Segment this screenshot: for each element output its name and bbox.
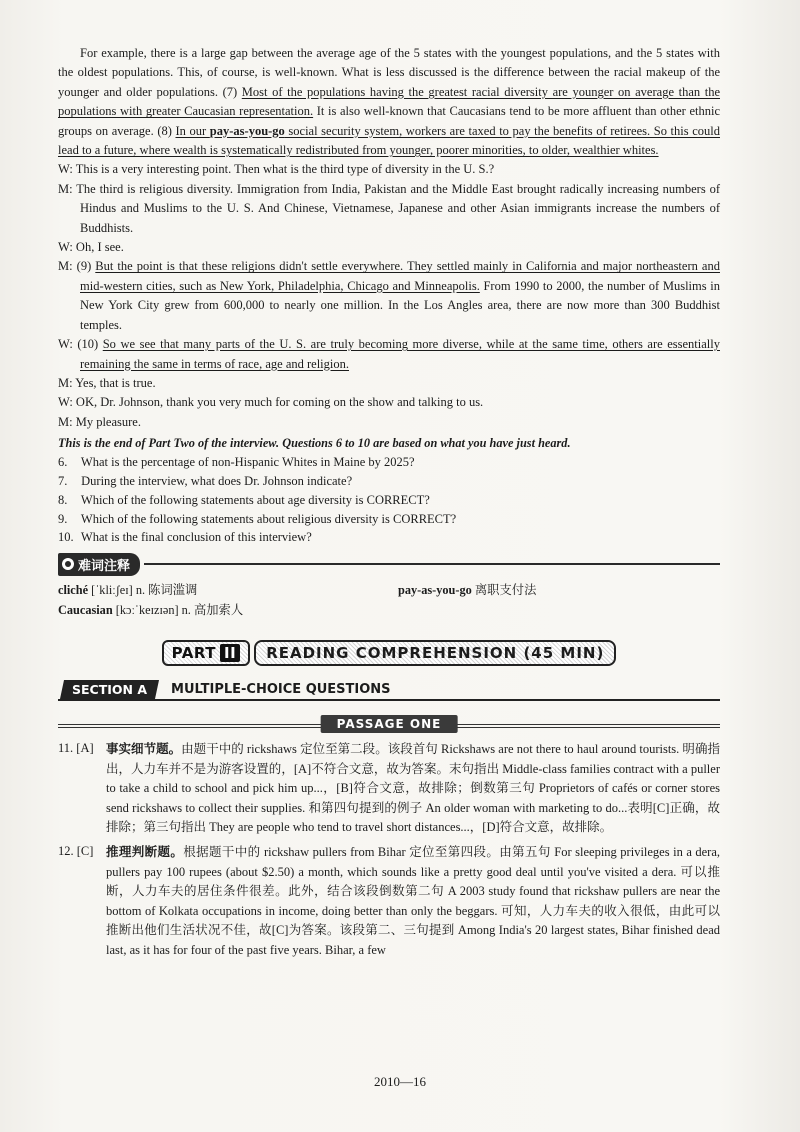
answer-item bbox=[58, 842, 720, 961]
underlined-answer-10: So we see that many parts of the U. S. are truly becoming more diverse, while at the same time, others are essentially remaining the same in terms of race, age and religion. bbox=[80, 337, 720, 371]
question-number: 10. bbox=[58, 530, 74, 545]
glossary-phonetic: [kɔːˈkeɪzɪən] n. bbox=[112, 603, 194, 618]
text-span: W: (10) bbox=[58, 337, 103, 352]
question-text: Which of the following statements about age diversity is CORRECT? bbox=[80, 492, 430, 507]
text-span: In our bbox=[175, 123, 210, 138]
part-number: II bbox=[220, 644, 240, 662]
glossary-term: cliché bbox=[58, 583, 89, 598]
glossary-entry bbox=[58, 581, 398, 599]
question-text: During the interview, what does Dr. Johnson indicate? bbox=[81, 473, 353, 488]
passage-header bbox=[58, 715, 720, 735]
question-list bbox=[58, 453, 720, 547]
question-type: 事实细节题。 bbox=[106, 741, 182, 757]
question-item bbox=[58, 510, 720, 529]
glossary-gloss: 高加索人 bbox=[193, 603, 244, 618]
question-item bbox=[58, 491, 720, 510]
question-text: What is the final conclusion of this interview? bbox=[80, 530, 312, 545]
question-text: Which of the following statements about religious diversity is CORRECT? bbox=[80, 511, 457, 526]
text-span: social security system, workers are taxed to pay the benefits of retirees. So this could lead to a future, where wealth is systematically redistributed from younger, poorer minorities, to older, wealthier whites. bbox=[58, 123, 720, 158]
explanation-text: 根据题干中的 rickshaw pullers from Bihar 定位至第四段。由第五句 For sleeping privileges in a dera, pullers pay 100 rupees (about $2.50) a month, which sounds like a pretty good deal until you've visited a dera. 可以推断，人力车夫的居住条件很差。此外，结合该段倒数第二句 A 2003 study found that rickshaw pullers are near the bottom of Kolkata occupations in income, doing better than only the beggars. 可知，人力车夫的收入很低，由此可以推断出他们生活状况不佳，故[C]为答案。该段第二、三句提到 Among India's 20 largest states, Bihar finished dead last, as it has for four of the past five years. Bihar, a few bbox=[106, 845, 720, 958]
section-tag bbox=[60, 680, 159, 699]
section-title: MULTIPLE-CHOICE QUESTIONS bbox=[171, 682, 391, 698]
glossary-phonetic: [ˈkliːʃeɪ] n. bbox=[88, 583, 149, 598]
text-span: For example, there is a large gap between the average age of the 5 states with the youngest populations, and the 5 states with the oldest populations. This, of course, is well-known. What is less discussed is the difference between the racial makeup of the younger and older populations. (7) bbox=[58, 46, 720, 99]
dialogue-line-w2: W: Oh, I see. bbox=[58, 240, 124, 255]
question-item bbox=[58, 528, 720, 547]
part-title: READING COMPREHENSION (45 MIN) bbox=[254, 640, 616, 666]
dialogue-paragraph bbox=[58, 44, 720, 160]
answer-key: 12. [C] bbox=[58, 844, 94, 859]
question-number: 8. bbox=[58, 492, 68, 507]
glossary-term: Caucasian bbox=[58, 603, 113, 618]
glossary-gloss: 离职支付法 bbox=[474, 583, 537, 598]
question-item bbox=[58, 453, 720, 472]
dialogue-line-w4: W: OK, Dr. Johnson, thank you very much for coming on the show and talking to us. bbox=[58, 395, 484, 410]
answer-explanation bbox=[58, 739, 720, 838]
dialogue-line-w1: W: This is a very interesting point. Then what is the third type of diversity in the U. S.? bbox=[58, 162, 495, 177]
underlined-answer-9: But the point is that these religions didn't settle everywhere. They settled mainly in California and major northeastern and mid-western cities, such as New York, Philadelphia, Chicago and Minneapolis. bbox=[80, 259, 720, 293]
glossary-entry bbox=[58, 601, 398, 619]
question-number: 6. bbox=[58, 455, 68, 470]
divider bbox=[144, 563, 720, 565]
glossary bbox=[58, 581, 720, 619]
pin-icon bbox=[62, 558, 74, 570]
page-number: 2010—16 bbox=[374, 1074, 426, 1089]
glossary-entry bbox=[398, 581, 720, 599]
text-span: From 1990 to 2000, the number of Muslims in New York City grew from 600,000 to nearly one million. In the Los Angles area, there are now more than 300 Buddhist temples. bbox=[80, 278, 720, 332]
explanation-text: 由题干中的 rickshaws 定位至第二段。该段首句 Rickshaws are not there to haul around tourists. 明确指出，人力车并不是为游客设置的，[A]不符合文意，故为答案。末句指出 Middle-class families contract with a puller to take a child to school and pick him up...，[B]符合文意，故排除；倒数第三句 Proprietors of cafés or corner stores send rickshaws to collect their supplies. 和第四句提到的例子 An older woman with marketing to do...表明[C]正确，故排除；第三句指出 They are people who tend to travel short distances...，[D]符合文意，故排除。 bbox=[106, 742, 720, 835]
part-label: PART bbox=[171, 644, 217, 663]
question-number: 7. bbox=[58, 473, 68, 488]
text-span: M: (9) bbox=[58, 259, 96, 274]
question-text: What is the percentage of non-Hispanic Whites in Maine by 2025? bbox=[80, 455, 415, 470]
glossary-gloss: 陈词滥调 bbox=[148, 583, 198, 598]
part-tag bbox=[162, 640, 251, 666]
dialogue-line-m4: M: My pleasure. bbox=[58, 414, 141, 429]
dialogue-line-m3: M: Yes, that is true. bbox=[58, 375, 156, 390]
answer-item bbox=[58, 739, 720, 838]
answer-explanation bbox=[58, 842, 720, 961]
underlined-answer-7: Most of the populations having the greatest racial diversity are younger on average than the populations with greater Caucasian representation. bbox=[58, 84, 720, 119]
passage-label: PASSAGE ONE bbox=[321, 715, 458, 733]
page-content bbox=[58, 44, 720, 961]
question-number: 9. bbox=[58, 511, 68, 526]
notes-header bbox=[58, 553, 720, 575]
answer-key: 11. [A] bbox=[58, 741, 94, 756]
glossary-term: pay-as-you-go bbox=[398, 583, 472, 598]
section-instruction: This is the end of Part Two of the interview. Questions 6 to 10 are based on what you have just heard. bbox=[58, 436, 571, 451]
notes-badge bbox=[58, 553, 140, 576]
dialogue-line-m1: M: The third is religious diversity. Immigration from India, Pakistan and the Middle East brought radically increasing numbers of Hindus and Muslims to the U. S. And Chinese, Vietnamese, Japanese and other Asian immigrants increase the numbers of Buddhists. bbox=[58, 181, 720, 235]
notes-title: 难词注释 bbox=[78, 558, 131, 574]
section-tag-label: SECTION A bbox=[72, 682, 148, 698]
dialogue-line-m2 bbox=[58, 257, 720, 335]
question-type: 推理判断题。 bbox=[106, 844, 184, 860]
part-banner bbox=[58, 639, 720, 667]
dialogue-line-w3 bbox=[58, 335, 720, 374]
bold-term: pay-as-you-go bbox=[209, 123, 285, 138]
text-span: It is also well-known that Caucasians tend to be more affluent than other ethnic groups on average. (8) bbox=[58, 104, 720, 138]
section-header bbox=[58, 677, 720, 701]
question-item bbox=[58, 472, 720, 491]
